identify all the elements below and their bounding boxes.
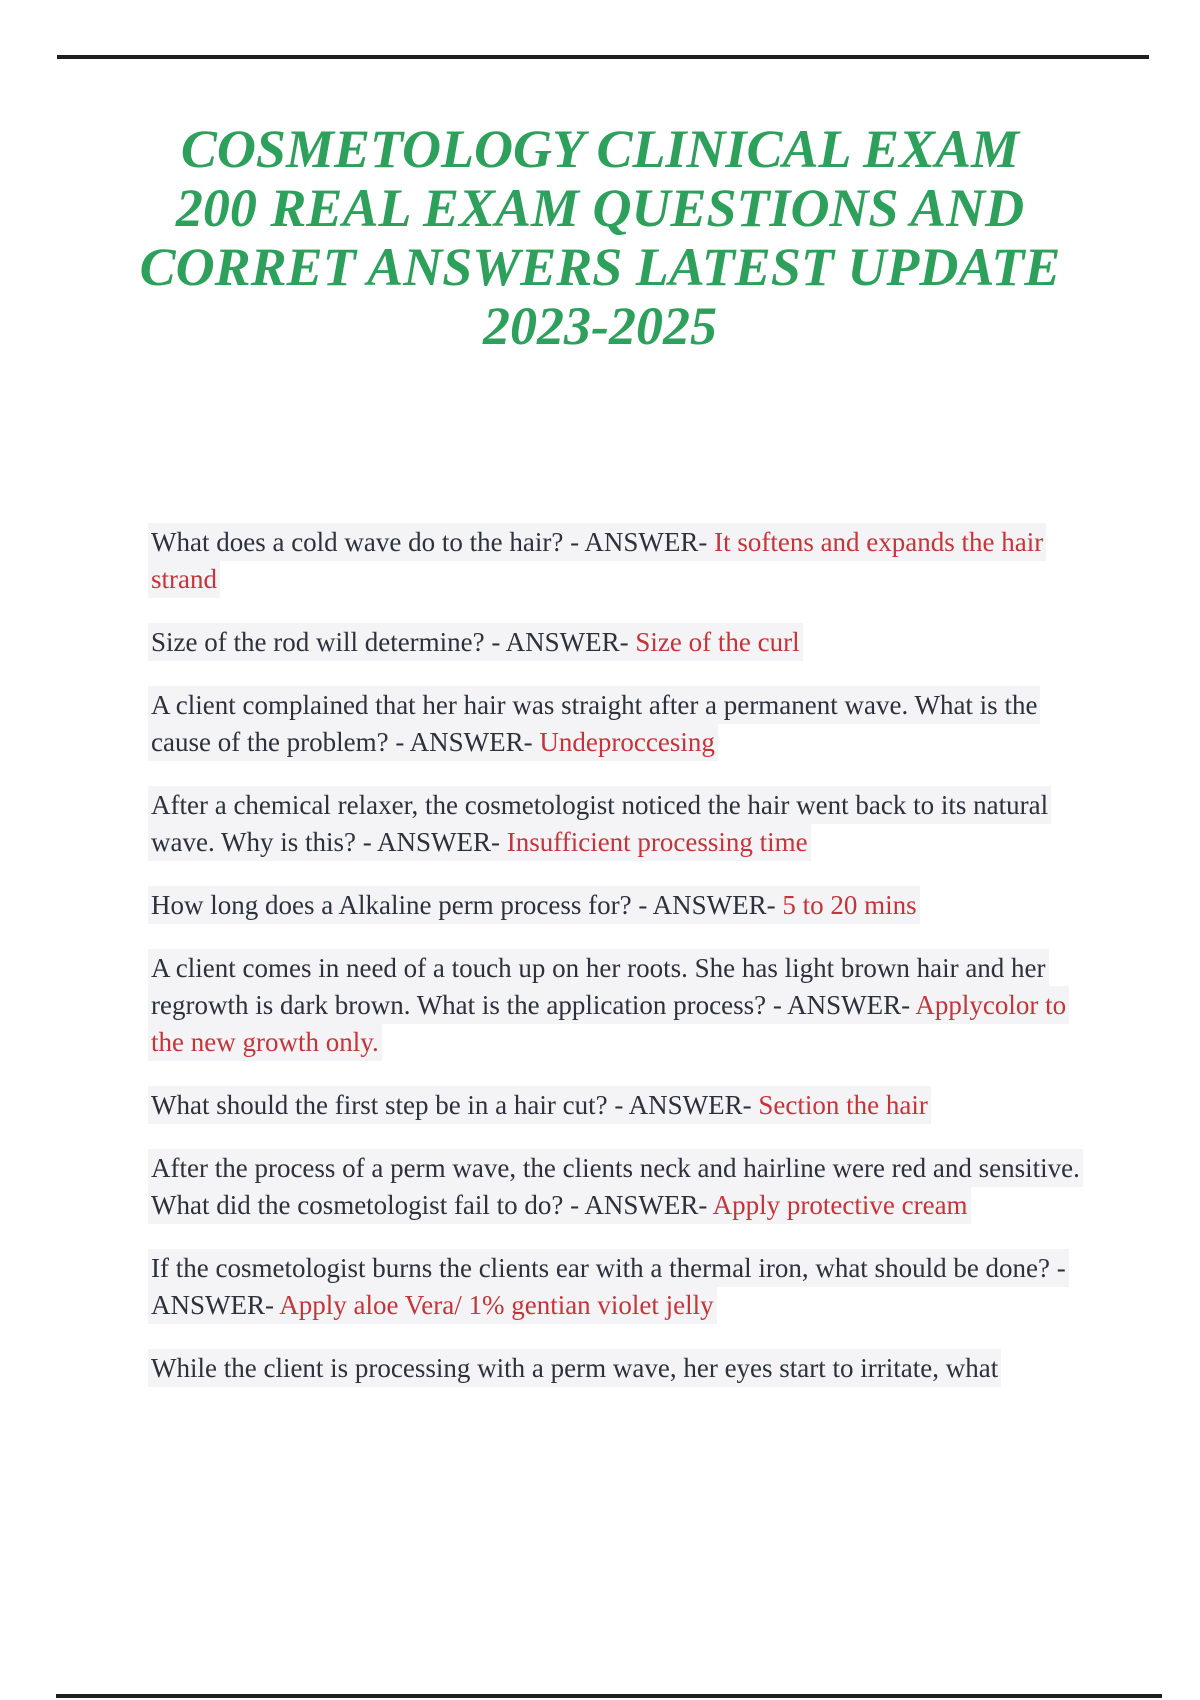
title-line: COSMETOLOGY CLINICAL EXAM [180,119,1020,179]
question-text: How long does a Alkaline perm process for? - ANSWER- [151,890,776,920]
title-line: 200 REAL EXAM QUESTIONS AND [175,178,1025,238]
highlighted-line [148,686,1040,761]
qa-item [148,624,1100,661]
question-text: If the cosmetologist burns the clients ear with a thermal iron, what should be done? - ANSWER- [151,1253,1066,1320]
qa-item [148,1350,1100,1387]
qa-item [148,1087,1100,1124]
title-line: CORRET ANSWERS LATEST UPDATE [139,237,1061,297]
qa-item [148,787,1100,861]
highlighted-line [148,1149,1083,1224]
highlighted-line [148,886,920,924]
qa-item [148,887,1100,924]
question-text: Size of the rod will determine? - ANSWER- [151,627,629,657]
title-line: 2023-2025 [483,296,717,356]
question-text: A client comes in need of a touch up on her roots. She has light brown hair and her regrowth is dark brown. What is the application process? - ANSWER- [151,953,1046,1020]
highlighted-line [148,1249,1069,1324]
question-text: A client complained that her hair was straight after a permanent wave. What is the cause of the problem? - ANSWER- [151,690,1038,757]
qa-item [148,687,1100,761]
highlighted-line [148,523,1046,598]
question-text: After the process of a perm wave, the clients neck and hairline were red and sensitive. What did the cosmetologist fail to do? - ANSWER- [151,1153,1080,1220]
highlighted-line [148,949,1069,1061]
answer-text: 5 to 20 mins [782,890,917,920]
question-text: After a chemical relaxer, the cosmetologist noticed the hair went back to its natural wave. Why is this? - ANSWER- [151,790,1049,857]
bottom-divider-line [56,1694,1162,1698]
qa-item [148,524,1100,598]
highlighted-line [148,623,803,661]
answer-text: Apply protective cream [712,1190,968,1220]
answer-text: Applycolor to the new growth only. [151,990,1067,1057]
answer-text: It softens and expands the hair strand [151,527,1044,594]
top-divider-line [57,55,1149,59]
answer-text: Size of the curl [635,627,800,657]
answer-text: Undeproccesing [539,727,715,757]
qa-list [148,524,1100,1413]
answer-text: Apply aloe Vera/ 1% gentian violet jelly [279,1290,714,1320]
qa-item [148,1150,1100,1224]
document-title [0,120,1200,356]
answer-text: Insufficient processing time [506,827,808,857]
qa-item [148,1250,1100,1324]
highlighted-line [148,1349,1001,1387]
highlighted-line [148,1086,931,1124]
question-text: While the client is processing with a perm wave, her eyes start to irritate, what [151,1353,999,1383]
question-text: What should the first step be in a hair cut? - ANSWER- [151,1090,752,1120]
question-text: What does a cold wave do to the hair? - ANSWER- [151,527,708,557]
highlighted-line [148,786,1051,861]
answer-text: Section the hair [758,1090,928,1120]
qa-item [148,950,1100,1061]
